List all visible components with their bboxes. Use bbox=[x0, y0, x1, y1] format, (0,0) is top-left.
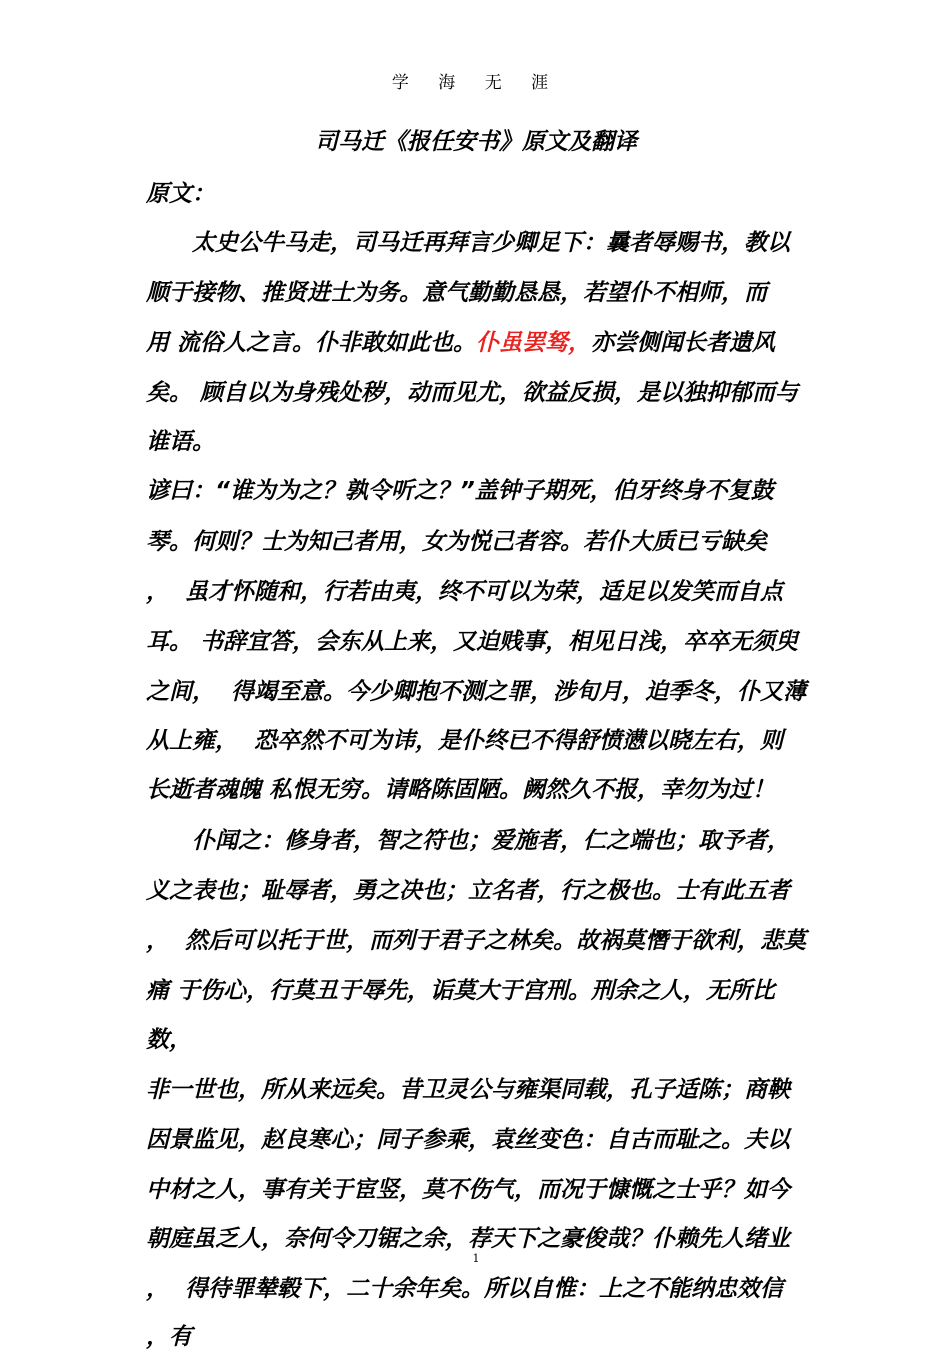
text-line-content: 谚曰：“谁为为之？孰令听之？”盖钟子期死，伯牙终身不复鼓 bbox=[146, 478, 774, 504]
text-line-8 bbox=[146, 573, 783, 606]
text-line-content: ， 虽才怀随和，行若由夷，终不可以为荣，适足以发笑而自点 bbox=[146, 579, 784, 605]
text-line-content: 谁语。 bbox=[146, 429, 215, 455]
text-line-5 bbox=[146, 423, 215, 456]
text-line-17 bbox=[146, 1021, 192, 1054]
text-line-7 bbox=[146, 523, 767, 556]
text-line-content: 义之表也；耻辱者，勇之决也；立名者，行之极也。士有此五者 bbox=[146, 878, 790, 904]
text-line-1 bbox=[146, 224, 790, 257]
text-line-13 bbox=[146, 822, 790, 855]
text-line-content: 太史公牛马走，司马迁再拜言少卿足下：曩者辱赐书，教以 bbox=[146, 230, 790, 256]
text-line-content: 因景监见，赵良寒心；同子参乘，袁丝变色：自古而耻之。夫以 bbox=[146, 1127, 790, 1153]
text-line-content: 耳。 书辞宜答，会东从上来，又迫贱事，相见日浅，卒卒无须臾 bbox=[146, 629, 799, 655]
text-line-content: ， 然后可以托于世，而列于君子之林矣。故祸莫憯于欲利，悲莫 bbox=[146, 928, 807, 954]
text-line-11 bbox=[146, 722, 783, 755]
text-line-15 bbox=[146, 922, 806, 955]
document-title: 司马迁《报任安书》原文及翻译 bbox=[315, 129, 637, 155]
highlighted-text: 仆虽罢驽， bbox=[476, 330, 592, 356]
text-line-content: ，有 bbox=[146, 1324, 192, 1350]
text-line-2 bbox=[146, 274, 767, 307]
text-line-content: ， 得待罪辇毂下，二十余年矣。所以自惟：上之不能纳忠效信 bbox=[146, 1276, 784, 1302]
text-line-20 bbox=[146, 1171, 790, 1204]
text-line-6 bbox=[146, 472, 774, 505]
page-number: 1 bbox=[472, 1252, 480, 1265]
section-label-original: 原文： bbox=[146, 181, 215, 207]
text-line-22 bbox=[146, 1270, 783, 1303]
text-line-content: 用 流俗人之言。仆非敢如此也。 bbox=[146, 330, 477, 356]
text-line-content: 痛 于伤心，行莫丑于辱先，诟莫大于宫刑。刑余之人，无所比 bbox=[146, 978, 776, 1004]
text-line-23 bbox=[146, 1318, 192, 1351]
text-line-19 bbox=[146, 1121, 790, 1154]
text-line-content: 矣。 顾自以为身残处秽，动而见尤，欲益反损，是以独抑郁而与 bbox=[146, 380, 799, 406]
text-line-16 bbox=[146, 972, 775, 1005]
text-line-content: 朝庭虽乏人，奈何令刀锯之余，荐天下之豪俊哉？仆赖先人绪业 bbox=[146, 1226, 790, 1252]
text-line-content: 之间， 得竭至意。今少卿抱不测之罪，涉旬月，迫季冬，仆又薄 bbox=[146, 679, 807, 705]
text-line-14 bbox=[146, 872, 790, 905]
text-line-21 bbox=[146, 1220, 790, 1253]
text-line-content: 中材之人，事有关于宦竖，莫不伤气，而况于慷慨之士乎？如今 bbox=[146, 1177, 790, 1203]
text-line-10 bbox=[146, 673, 806, 706]
text-line-content: 数， bbox=[146, 1027, 192, 1053]
text-line-content: 顺于接物、推贤进士为务。意气勤勤恳恳，若望仆不相师，而 bbox=[146, 280, 767, 306]
text-line-12 bbox=[146, 771, 775, 804]
text-line-3 bbox=[146, 324, 775, 357]
text-line-4 bbox=[146, 374, 798, 407]
text-line-content: 非一世也，所从来远矣。昔卫灵公与雍渠同载，孔子适陈；商鞅 bbox=[146, 1077, 790, 1103]
text-line-content: 从上雍， 恐卒然不可为讳，是仆终已不得舒愤懑以晓左右，则 bbox=[146, 728, 784, 754]
text-line-content: 亦尝侧闻长者遗风 bbox=[591, 330, 776, 356]
text-line-content: 仆闻之：修身者，智之符也；爱施者，仁之端也；取予者， bbox=[146, 828, 790, 854]
page-header: 学 海 无 涯 bbox=[391, 73, 561, 93]
text-line-9 bbox=[146, 623, 798, 656]
text-line-content: 琴。何则？士为知己者用，女为悦己者容。若仆大质已亏缺矣 bbox=[146, 529, 767, 555]
text-line-content: 长逝者魂魄 私恨无穷。请略陈固陋。阙然久不报，幸勿为过！ bbox=[146, 777, 776, 803]
text-line-18 bbox=[146, 1071, 790, 1104]
